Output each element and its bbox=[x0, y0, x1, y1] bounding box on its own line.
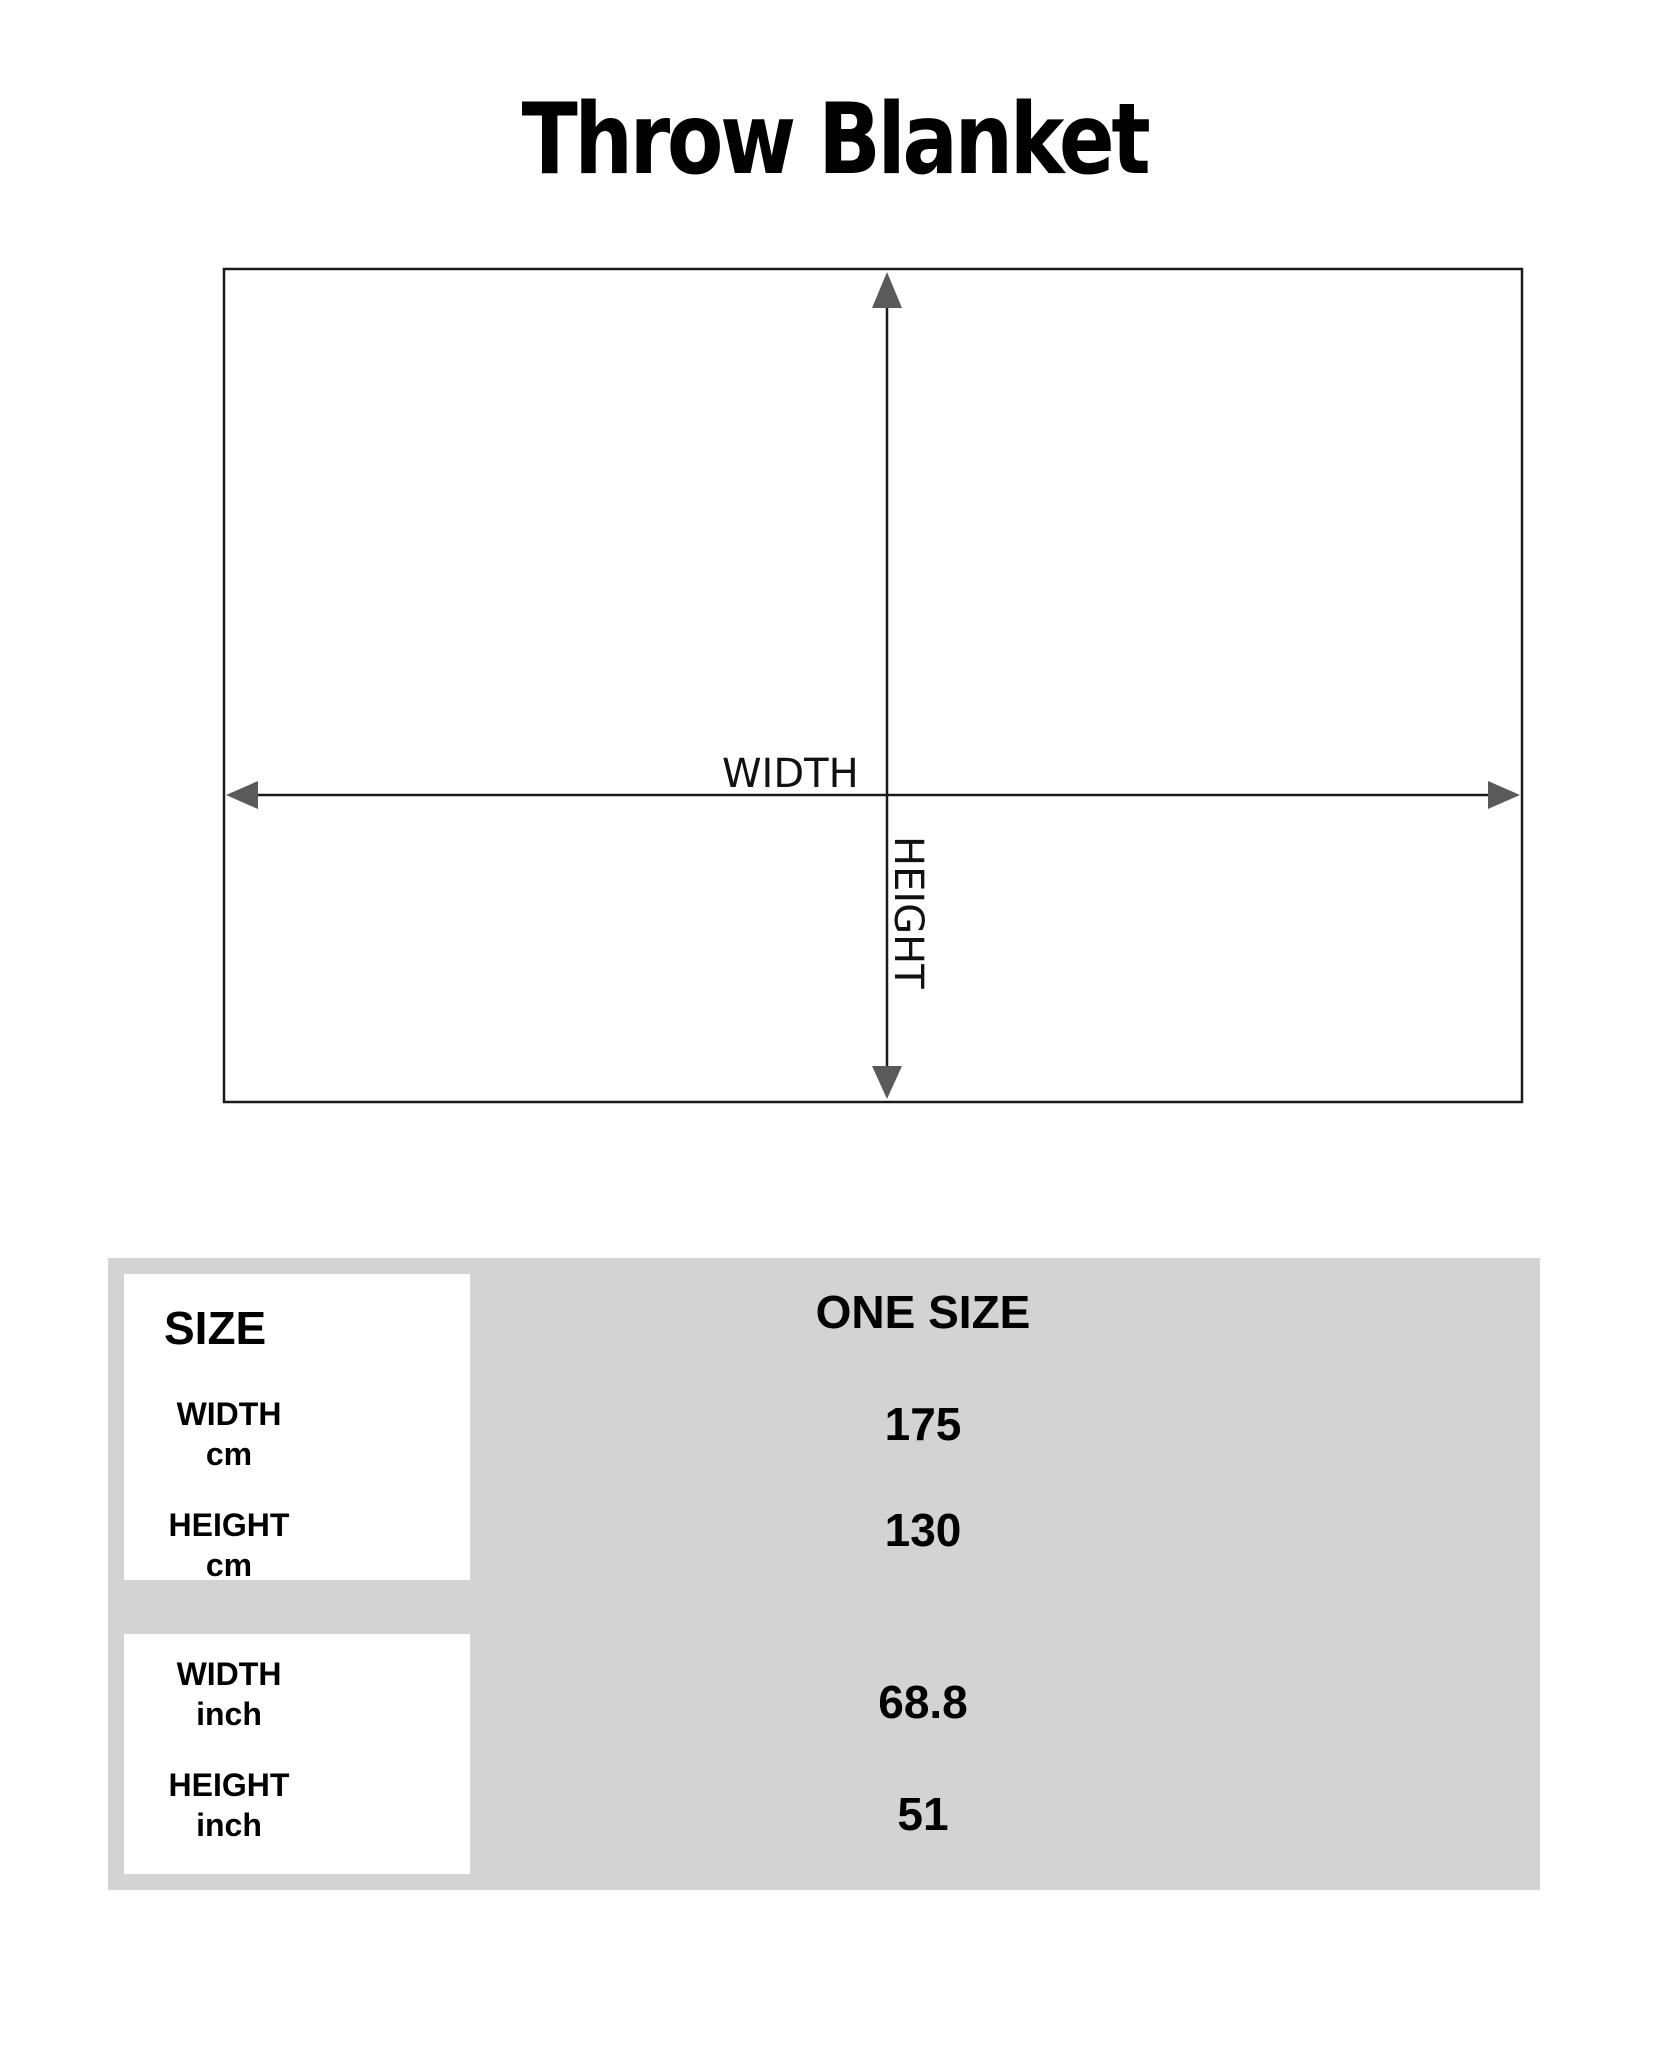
height-arrow-top-head bbox=[872, 272, 902, 308]
inch-label-panel bbox=[124, 1634, 470, 1874]
row-label-height-inch: HEIGHT bbox=[168, 1767, 290, 1803]
row-label-height-cm: HEIGHT bbox=[168, 1507, 290, 1543]
row-label-width-cm: WIDTH bbox=[176, 1396, 282, 1432]
row-unit-height-inch: inch bbox=[196, 1807, 262, 1843]
value-height-inch: 51 bbox=[897, 1788, 949, 1840]
blanket-outline bbox=[224, 269, 1522, 1102]
height-arrow-bottom-head bbox=[872, 1066, 902, 1099]
height-label: HEIGHT bbox=[885, 836, 931, 989]
width-arrow-right-head bbox=[1488, 781, 1520, 809]
width-arrow-left-head bbox=[226, 781, 258, 809]
row-unit-height-cm: cm bbox=[205, 1547, 253, 1583]
value-height-cm: 130 bbox=[884, 1504, 962, 1556]
value-width-cm: 175 bbox=[884, 1398, 962, 1450]
cm-label-panel bbox=[124, 1274, 470, 1583]
page-title: Throw Blanket bbox=[521, 83, 1148, 197]
row-label-width-inch: WIDTH bbox=[176, 1656, 282, 1692]
value-width-inch: 68.8 bbox=[878, 1676, 968, 1728]
one-size-header: ONE SIZE bbox=[815, 1286, 1031, 1338]
width-label: WIDTH bbox=[722, 751, 859, 797]
row-unit-width-cm: cm bbox=[205, 1436, 253, 1472]
size-table bbox=[108, 1258, 1540, 1890]
size-header: SIZE bbox=[164, 1302, 267, 1354]
row-unit-width-inch: inch bbox=[196, 1696, 262, 1732]
